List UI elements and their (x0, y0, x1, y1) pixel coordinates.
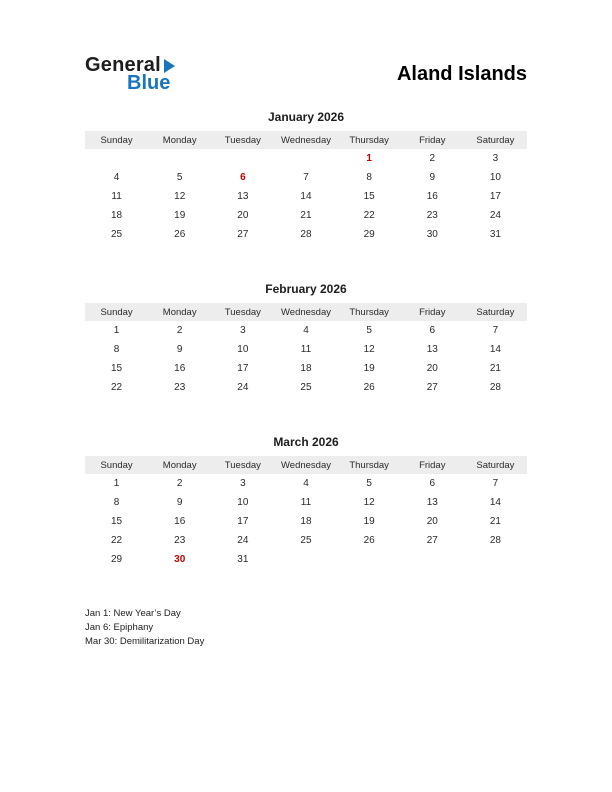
day-cell: 9 (176, 497, 183, 508)
day-cell: 11 (300, 344, 312, 355)
logo-text-general: General (85, 54, 161, 76)
day-cell: 27 (426, 535, 438, 546)
week-row (85, 168, 527, 187)
day-cell: 11 (300, 497, 312, 508)
day-header: Wednesday (274, 131, 337, 149)
day-header: Thursday (338, 456, 401, 474)
day-cell: 14 (300, 191, 312, 202)
day-header: Monday (148, 456, 211, 474)
day-cell: 18 (300, 516, 312, 527)
day-cell (211, 149, 274, 168)
day-cell: 6 (240, 172, 246, 183)
day-header: Wednesday (274, 456, 337, 474)
week-row (85, 474, 527, 493)
day-cell: 14 (489, 497, 501, 508)
day-cell: 20 (426, 516, 438, 527)
day-cell: 10 (237, 497, 249, 508)
day-header-row (85, 303, 527, 321)
day-cell: 14 (489, 344, 501, 355)
day-cell (401, 550, 464, 569)
month-title: February 2026 (265, 282, 347, 296)
holiday-note: Jan 1: New Year’s Day (85, 608, 181, 619)
day-header: Monday (148, 303, 211, 321)
day-header: Sunday (85, 303, 148, 321)
week-row (85, 359, 527, 378)
day-cell: 26 (363, 382, 375, 393)
day-cell: 24 (489, 210, 501, 221)
day-cell: 1 (366, 153, 372, 164)
day-cell: 10 (237, 344, 249, 355)
day-cell: 21 (489, 363, 501, 374)
holiday-notes (85, 607, 527, 649)
day-header-row (85, 131, 527, 149)
day-cell: 5 (366, 478, 372, 489)
day-cell: 23 (174, 382, 186, 393)
day-header: Sunday (85, 456, 148, 474)
week-row (85, 512, 527, 531)
day-cell: 16 (426, 191, 438, 202)
day-cell (338, 550, 401, 569)
day-cell: 4 (303, 325, 309, 336)
day-cell: 26 (174, 229, 186, 240)
page-header (85, 48, 527, 100)
day-cell: 27 (426, 382, 438, 393)
day-cell: 23 (174, 535, 186, 546)
month-grid (85, 456, 527, 569)
day-cell: 6 (429, 325, 436, 336)
day-cell: 21 (300, 210, 312, 221)
day-cell: 22 (363, 210, 375, 221)
day-cell (85, 149, 148, 168)
day-cell: 16 (174, 363, 186, 374)
day-header: Sunday (85, 131, 148, 149)
day-cell: 21 (489, 516, 501, 527)
month-title: March 2026 (273, 435, 339, 449)
week-row (85, 531, 527, 550)
day-cell (274, 149, 337, 168)
day-cell: 25 (111, 229, 123, 240)
day-cell: 15 (111, 516, 123, 527)
day-cell: 1 (113, 478, 120, 489)
day-cell: 19 (363, 516, 375, 527)
week-row (85, 206, 527, 225)
day-header: Wednesday (274, 303, 337, 321)
day-cell: 7 (303, 172, 309, 183)
day-cell: 25 (300, 535, 312, 546)
day-cell (274, 550, 337, 569)
logo-triangle-icon (164, 59, 175, 73)
week-row (85, 378, 527, 397)
general-blue-logo (85, 55, 175, 93)
month-grid (85, 131, 527, 244)
day-cell: 7 (492, 325, 499, 336)
day-cell: 28 (300, 229, 312, 240)
day-cell: 3 (240, 325, 246, 336)
day-cell: 29 (111, 554, 123, 565)
day-cell: 31 (489, 229, 501, 240)
day-cell: 19 (363, 363, 375, 374)
day-cell: 31 (237, 554, 249, 565)
holiday-note: Jan 6: Epiphany (85, 622, 154, 633)
week-row (85, 493, 527, 512)
month-calendar (85, 110, 527, 244)
day-cell: 2 (176, 478, 183, 489)
content-column (85, 48, 527, 649)
week-row (85, 149, 527, 168)
day-header: Saturday (464, 456, 527, 474)
day-header: Tuesday (211, 456, 274, 474)
day-cell: 26 (363, 535, 375, 546)
day-cell: 9 (176, 344, 183, 355)
day-cell: 13 (426, 344, 438, 355)
day-header: Tuesday (211, 131, 274, 149)
page-title: Aland Islands (396, 62, 527, 85)
day-cell: 16 (174, 516, 186, 527)
day-cell: 13 (237, 191, 249, 202)
day-cell (148, 149, 211, 168)
day-header: Saturday (464, 303, 527, 321)
day-header: Monday (148, 131, 211, 149)
months-container (85, 110, 527, 569)
day-cell (464, 550, 527, 569)
day-cell: 1 (113, 325, 120, 336)
day-cell: 8 (366, 172, 372, 183)
day-cell: 25 (300, 382, 312, 393)
day-cell: 3 (492, 153, 499, 164)
week-row (85, 225, 527, 244)
day-cell: 18 (300, 363, 312, 374)
day-cell: 30 (174, 554, 186, 565)
day-cell: 12 (363, 344, 375, 355)
day-header: Friday (401, 456, 464, 474)
day-cell: 18 (111, 210, 123, 221)
day-cell: 28 (489, 382, 501, 393)
day-cell: 20 (426, 363, 438, 374)
day-header-row (85, 456, 527, 474)
day-cell: 15 (363, 191, 375, 202)
day-cell: 13 (426, 497, 438, 508)
day-cell: 15 (111, 363, 123, 374)
day-cell: 29 (363, 229, 375, 240)
month-title: January 2026 (267, 110, 345, 124)
day-header: Tuesday (211, 303, 274, 321)
day-cell: 7 (492, 478, 499, 489)
day-header: Thursday (338, 131, 401, 149)
day-cell: 30 (426, 229, 438, 240)
logo-text-blue: Blue (127, 72, 171, 94)
day-cell: 2 (429, 153, 436, 164)
day-cell: 10 (489, 172, 501, 183)
day-cell: 12 (363, 497, 375, 508)
day-cell: 20 (237, 210, 249, 221)
day-header: Thursday (338, 303, 401, 321)
day-cell: 11 (111, 191, 122, 202)
day-cell: 28 (489, 535, 501, 546)
day-cell: 8 (113, 344, 120, 355)
day-cell: 23 (426, 210, 438, 221)
day-cell: 17 (489, 191, 501, 202)
month-calendar (85, 282, 527, 397)
month-grid (85, 303, 527, 397)
day-cell: 24 (237, 382, 249, 393)
day-cell: 5 (176, 172, 183, 183)
day-cell: 17 (237, 516, 249, 527)
week-row (85, 550, 527, 569)
day-header: Saturday (464, 131, 527, 149)
day-cell: 17 (237, 363, 249, 374)
day-cell: 12 (174, 191, 186, 202)
week-row (85, 187, 527, 206)
holiday-note: Mar 30: Demilitarization Day (85, 636, 205, 647)
week-row (85, 321, 527, 340)
day-cell: 5 (366, 325, 372, 336)
day-cell: 4 (113, 172, 120, 183)
month-calendar (85, 435, 527, 569)
day-cell: 22 (111, 382, 123, 393)
day-cell: 22 (111, 535, 123, 546)
day-cell: 24 (237, 535, 249, 546)
day-cell: 2 (176, 325, 183, 336)
day-cell: 9 (429, 172, 436, 183)
day-cell: 3 (240, 478, 246, 489)
day-cell: 19 (174, 210, 186, 221)
day-header: Friday (401, 131, 464, 149)
day-header: Friday (401, 303, 464, 321)
day-cell: 8 (113, 497, 120, 508)
day-cell: 4 (303, 478, 309, 489)
day-cell: 6 (429, 478, 436, 489)
day-cell: 27 (237, 229, 249, 240)
week-row (85, 340, 527, 359)
